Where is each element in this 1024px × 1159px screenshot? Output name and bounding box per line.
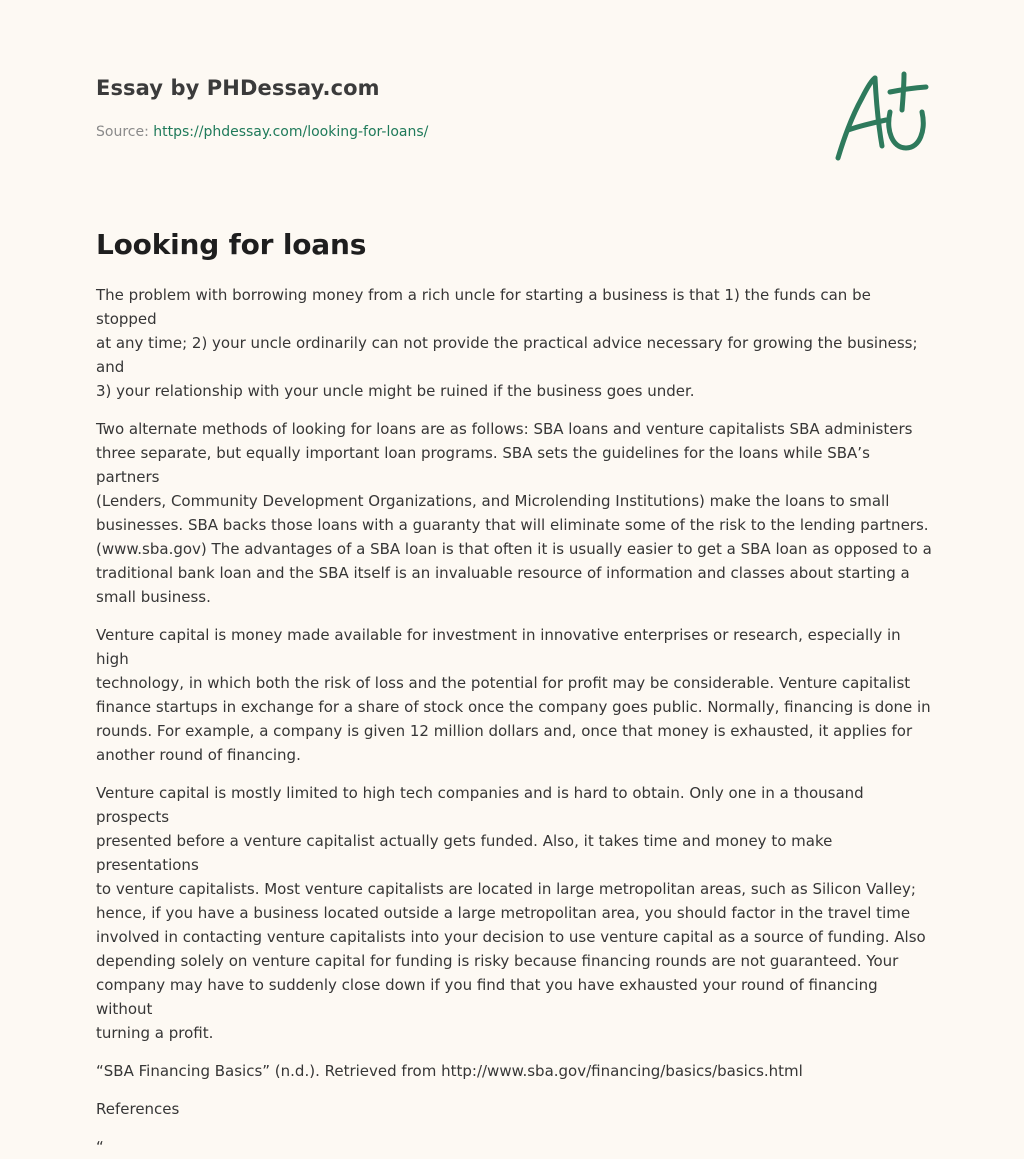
page-header bbox=[96, 0, 928, 200]
essay-title: Looking for loans bbox=[96, 228, 367, 261]
paragraph: Venture capital is mostly limited to high tech companies and is hard to obtain. Only one in a thousand prospects presented before a venture capitalist actually gets funded. Also, it takes time and money to make presentations to venture capitalists. Most venture capitalists are located in large metropolitan areas, such as Silicon Valley; hence, if you have a business located outside a large metropolitan area, you should factor in the travel time involved in contacting venture capitalists into your decision to use venture capital as a source of funding. Also depending solely on venture capital for funding is risky because financing rounds are not guaranteed. Your company may have to suddenly close down if you find that you have exhausted your round of financing without turning a profit. bbox=[96, 784, 926, 1042]
citation: “SBA Financing Basics” (n.d.). Retrieved from http://www.sba.gov/financing/basics/basics.html bbox=[96, 1062, 803, 1080]
source-label: Source: bbox=[96, 124, 149, 140]
references-heading: References bbox=[96, 1100, 180, 1118]
paragraph: Two alternate methods of looking for loans are as follows: SBA loans and venture capitalists SBA administers three separate, but equally important loan programs. SBA sets the guidelines for the loans while SBA’s partners (Lenders, Community Development Organizations, and Microlending Institutions) make the loans to small businesses. SBA backs those loans with a guaranty that will eliminate some of the risk to the lending partners. (www.sba.gov) The advantages of a SBA loan is that often it is usually easier to get a SBA loan as opposed to a traditional bank loan and the SBA itself is an invaluable resource of information and classes about starting a small business. bbox=[96, 420, 932, 606]
a-plus-logo-icon bbox=[830, 68, 932, 164]
paragraph: The problem with borrowing money from a rich uncle for starting a business is that 1) the funds can be stopped at any time; 2) your uncle ordinarily can not provide the practical advice necessary for growing the business; and 3) your relationship with your uncle might be ruined if the business goes under. bbox=[96, 286, 918, 400]
paragraph: Venture capital is money made available for investment in innovative enterprises or research, especially in high technology, in which both the risk of loss and the potential for profit may be considerable. Venture capitalist finance startups in exchange for a share of stock once the company goes public. Normally, financing is done in rounds. For example, a company is given 12 million dollars and, once that money is exhausted, it applies for another round of financing. bbox=[96, 626, 931, 764]
source-link[interactable]: https://phdessay.com/looking-for-loans/ bbox=[153, 124, 429, 140]
essay-body bbox=[96, 283, 936, 1159]
trailing-quote: “ bbox=[96, 1138, 104, 1156]
source-line bbox=[96, 124, 428, 140]
site-title: Essay by PHDessay.com bbox=[96, 76, 380, 100]
